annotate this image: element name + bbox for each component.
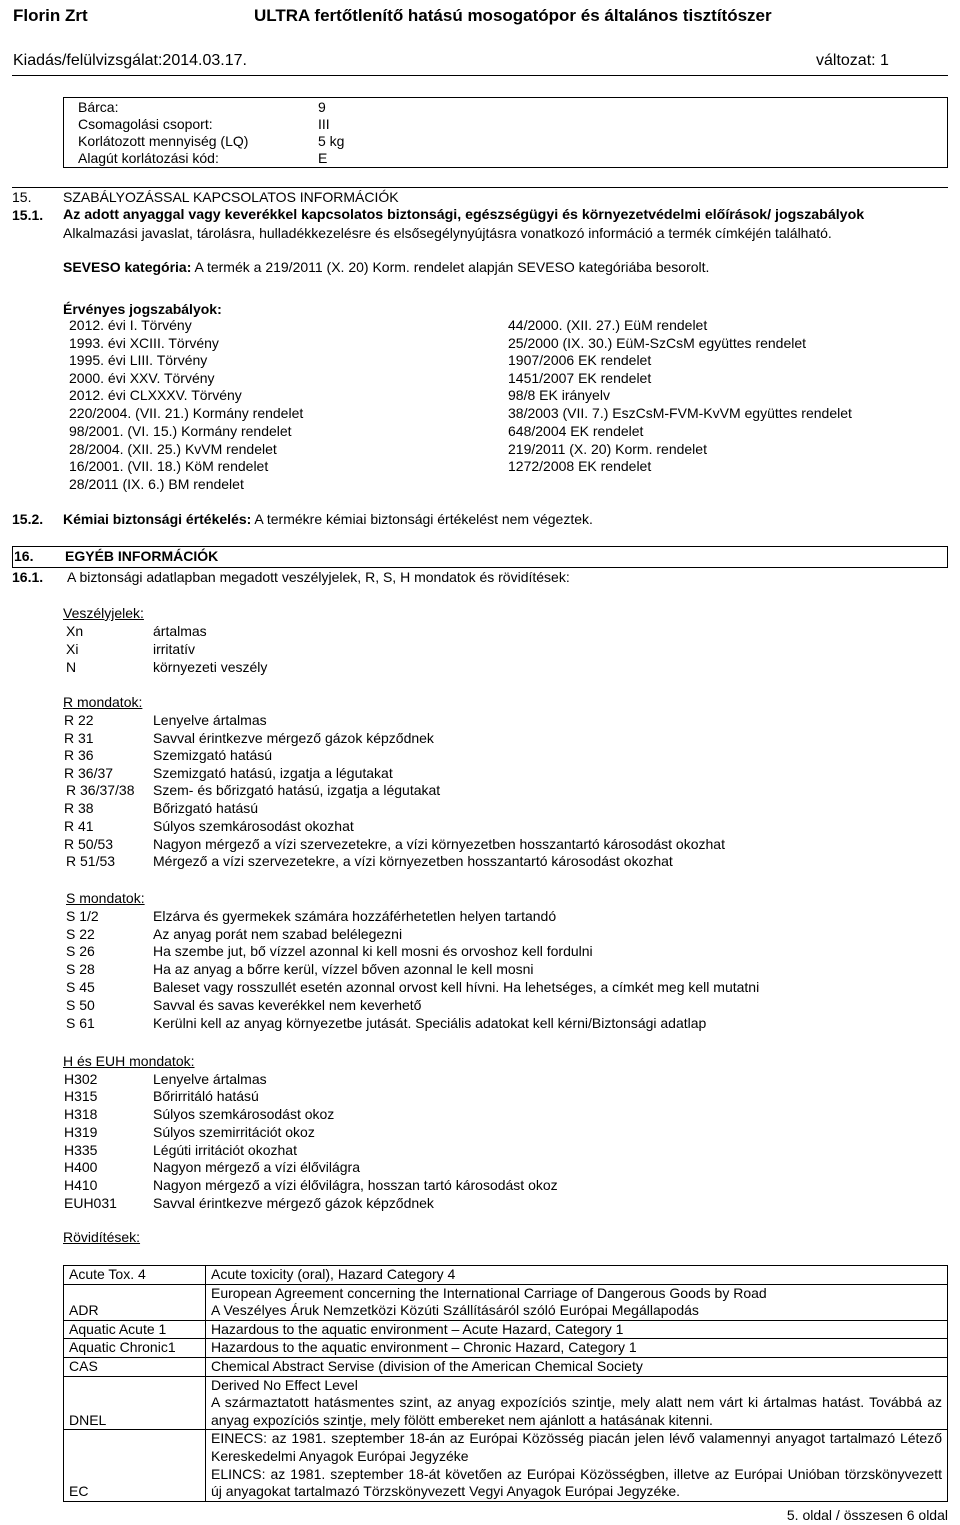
transport-label: Bárca: [78,99,119,115]
h-code: H335 [64,1142,98,1158]
h-text: Légúti irritációt okozhat [153,1142,297,1158]
law-item: 648/2004 EK rendelet [508,423,644,439]
law-item: 1993. évi XCIII. Törvény [69,335,219,351]
r-code: R 41 [64,818,94,834]
h-text: Bőrirritáló hatású [153,1088,259,1104]
law-item: 1272/2008 EK rendelet [508,458,652,474]
hazard-text: irritatív [153,641,195,657]
law-item: 98/8 EK irányelv [508,387,610,403]
abbr-line: Acute toxicity (oral), Hazard Category 4 [211,1266,456,1282]
abbr-value [206,1430,948,1501]
s-code: S 28 [66,961,95,977]
abbr-key: ADR [64,1284,206,1320]
hazard-code: Xi [66,641,79,657]
r-code: R 22 [64,712,94,728]
s-text: Savval és savas keverékkel nem keverhető [153,997,422,1013]
abbr-line: Derived No Effect Level [211,1376,358,1393]
law-item: 25/2000 (IX. 30.) EüM-SzCsM együttes rendelet [508,335,807,351]
section-16-number: 16. [14,548,34,564]
table-row [64,1430,948,1501]
abbr-line: ELINCS: az 1981. szeptember 18-át követően az Európai Közösségben, illetve az Európai Unióban törzskönyvezett új anyagokat tartalmazó Törzskönyvezett Vegyi Anyagok Európai Jegyzéke. [211,1465,942,1500]
section-16-title: EGYÉB INFORMÁCIÓK [65,548,219,564]
abbr-key: EC [64,1430,206,1501]
hazard-symbols-title: Veszélyjelek: [63,605,144,621]
abbreviations-title: Rövidítések: [63,1229,141,1245]
header-divider [12,75,948,76]
h-code: H400 [64,1159,98,1175]
abbr-key: Acute Tox. 4 [64,1266,206,1285]
s-code: S 61 [66,1015,95,1031]
law-item: 2012. évi CLXXXV. Törvény [69,387,242,403]
r-code: R 31 [64,730,94,746]
s-text: Az anyag porát nem szabad belélegezni [153,926,403,942]
r-text: Súlyos szemkárosodást okozhat [153,818,354,834]
section-16-1-text: A biztonsági adatlapban megadott veszélyjelek, R, S, H mondatok és rövidítések: [67,569,570,585]
h-text: Nagyon mérgező a vízi élővilágra [153,1159,360,1175]
law-item: 220/2004. (VII. 21.) Kormány rendelet [69,405,304,421]
law-item: 44/2000. (XII. 27.) EüM rendelet [508,317,708,333]
transport-value: 9 [318,99,326,115]
r-text: Bőrizgató hatású [153,800,259,816]
abbr-key: DNEL [64,1376,206,1430]
abbr-value [206,1357,948,1376]
law-item: 1451/2007 EK rendelet [508,370,652,386]
h-code: H410 [64,1177,98,1193]
r-text: Szemizgató hatású [153,747,273,763]
abbr-line: Hazardous to the aquatic environment – Acute Hazard, Category 1 [211,1320,624,1337]
table-row [64,1266,948,1285]
h-text: Lenyelve ártalmas [153,1071,267,1087]
version: változat: 1 [816,52,889,69]
product-title: ULTRA fertőtlenítő hatású mosogatópor és általános tisztítószer [254,6,772,25]
laws-title: Érvényes jogszabályok: [63,301,222,317]
seveso-line [63,259,709,277]
r-text: Szem- és bőrizgató hatású, izgatja a légutakat [153,782,441,798]
section-15-2-number: 15.2. [12,511,44,527]
abbr-value [206,1339,948,1358]
h-code: H319 [64,1124,98,1140]
section-15-number: 15. [12,189,32,205]
h-text: Súlyos szemkárosodást okoz [153,1106,335,1122]
r-code: R 36 [64,747,94,763]
issue-date: Kiadás/felülvizsgálat:2014.03.17. [13,52,247,69]
table-row [64,1357,948,1376]
transport-label: Korlátozott mennyiség (LQ) [78,133,249,149]
law-item: 2012. évi I. Törvény [69,317,192,333]
transport-label: Csomagolási csoport: [78,116,213,132]
r-code: R 51/53 [66,853,116,869]
law-item: 28/2004. (XII. 25.) KvVM rendelet [69,441,277,457]
r-text: Lenyelve ártalmas [153,712,267,728]
seveso-label: SEVESO kategória: [63,259,192,275]
transport-value: E [318,150,328,166]
chem-safety-label: Kémiai biztonsági értékelés: [63,511,252,527]
abbr-line: Chemical Abstract Servise (division of the American Chemical Society [211,1357,643,1374]
hazard-text: ártalmas [153,623,207,639]
law-item: 2000. évi XXV. Törvény [69,370,215,386]
h-code: H318 [64,1106,98,1122]
section-15-1-text: Alkalmazási javaslat, tárolásra, hulladékkezelésre és elsősegélynyújtásra vonatkozó információ a termék címkéjén található. [63,225,832,241]
transport-value: III [318,116,330,132]
abbr-key: CAS [64,1357,206,1376]
abbr-line: A Veszélyes Áruk Nemzetközi Közúti Szállításáról szóló Európai Megállapodás [211,1302,699,1319]
section-15-1-title: Az adott anyaggal vagy keverékkel kapcsolatos biztonsági, egészségügyi és környezetvédelmi előírások/ jogszabályok [63,207,865,223]
transport-value: 5 kg [318,133,345,149]
hazard-code: Xn [66,623,84,639]
table-row [64,1376,948,1430]
h-code: H315 [64,1088,98,1104]
s-text: Ha az anyag a bőrre kerül, vízzel bőven azonnal le kell mosni [153,961,534,977]
s-code: S 22 [66,926,95,942]
abbr-line: European Agreement concerning the International Carriage of Dangerous Goods by Road [211,1284,767,1301]
s-phrases-title: S mondatok: [66,890,145,906]
abbr-key: Aquatic Chronic1 [64,1339,206,1358]
abbr-line: EINECS: az 1981. szeptember 18-án az Európai Közösség piacán jelen lévő valamennyi anyagot tartalmazó Létező Kereskedelmi Anyagok Európai Jegyzéke [211,1430,942,1464]
r-phrases-title: R mondatok: [63,694,143,710]
s-text: Elzárva és gyermekek számára hozzáférhetetlen helyen tartandó [153,908,557,924]
h-text: Súlyos szemirritációt okoz [153,1124,315,1140]
section-15-2-line [63,511,593,529]
h-code: EUH031 [64,1195,117,1211]
abbr-value [206,1284,948,1320]
section-15-1-number: 15.1. [12,207,44,223]
company-name: Florin Zrt [13,6,88,25]
hazard-text: környezeti veszély [153,659,268,675]
r-text: Mérgező a vízi szervezetekre, a vízi környezetben hosszantartó károsodást okozhat [153,853,673,869]
abbr-key: Aquatic Acute 1 [64,1320,206,1339]
abbreviations-table [63,1265,948,1502]
law-item: 98/2001. (VI. 15.) Kormány rendelet [69,423,292,439]
r-code: R 50/53 [64,836,114,852]
h-text: Nagyon mérgező a vízi élővilágra, hosszan tartó károsodást okoz [153,1177,558,1193]
r-text: Savval érintkezve mérgező gázok képződnek [153,730,434,746]
s-text: Ha szembe jut, bő vízzel azonnal ki kell mosni és orvoshoz kell fordulni [153,943,593,959]
r-code: R 36/37/38 [66,782,135,798]
h-phrases-title: H és EUH mondatok: [63,1053,195,1069]
section-15-rule [12,187,948,188]
s-code: S 1/2 [66,908,99,924]
h-text: Savval érintkezve mérgező gázok képződnek [153,1195,434,1211]
s-code: S 45 [66,979,95,995]
seveso-text: A termék a 219/2011 (X. 20) Korm. rendelet alapján SEVESO kategóriába besorolt. [191,259,710,275]
section-15-title: SZABÁLYOZÁSSAL KAPCSOLATOS INFORMÁCIÓK [63,189,399,205]
abbr-line: Hazardous to the aquatic environment – Chronic Hazard, Category 1 [211,1339,637,1356]
r-code: R 38 [64,800,94,816]
s-code: S 26 [66,943,95,959]
r-text: Szemizgató hatású, izgatja a légutakat [153,765,393,781]
hazard-code: N [66,659,77,675]
r-text: Nagyon mérgező a vízi szervezetekre, a vízi környezetben hosszantartó károsodást okozhat [153,836,725,852]
law-item: 28/2011 (IX. 6.) BM rendelet [69,476,244,492]
abbr-value [206,1320,948,1339]
s-text: Baleset vagy rosszullét esetén azonnal orvost kell hívni. Ha lehetséges, a címkét meg kell mutatni [153,979,760,995]
abbr-value [206,1266,948,1285]
h-code: H302 [64,1071,98,1087]
r-code: R 36/37 [64,765,114,781]
abbr-line: A származtatott hatásmentes szint, az anyag expozíciós szintje, mely alatt nem várt ki ártalmas hatást. Továbbá az anyag expozíciós szintje, mely fölött embereket nem ajánlott a hatásának kitenni. [211,1394,942,1428]
chem-safety-text: A termékre kémiai biztonsági értékelést nem végeztek. [251,511,593,527]
table-row [64,1320,948,1339]
law-item: 219/2011 (X. 20) Korm. rendelet [508,441,707,457]
abbr-value [206,1376,948,1430]
s-text: Kerülni kell az anyag környezetbe jutását. Speciális adatokat kell kérni/Biztonsági adatlap [153,1015,707,1031]
transport-label: Alagút korlátozási kód: [78,150,219,166]
table-row [64,1339,948,1358]
table-row [64,1284,948,1320]
law-item: 16/2001. (VII. 18.) KöM rendelet [69,458,269,474]
section-16-1-number: 16.1. [12,569,44,585]
law-item: 1995. évi LIII. Törvény [69,352,208,368]
law-item: 38/2003 (VII. 7.) EszCsM-FVM-KvVM együttes rendelet [508,405,852,421]
page-number: 5. oldal / összesen 6 oldal [786,1507,948,1523]
s-code: S 50 [66,997,95,1013]
law-item: 1907/2006 EK rendelet [508,352,652,368]
